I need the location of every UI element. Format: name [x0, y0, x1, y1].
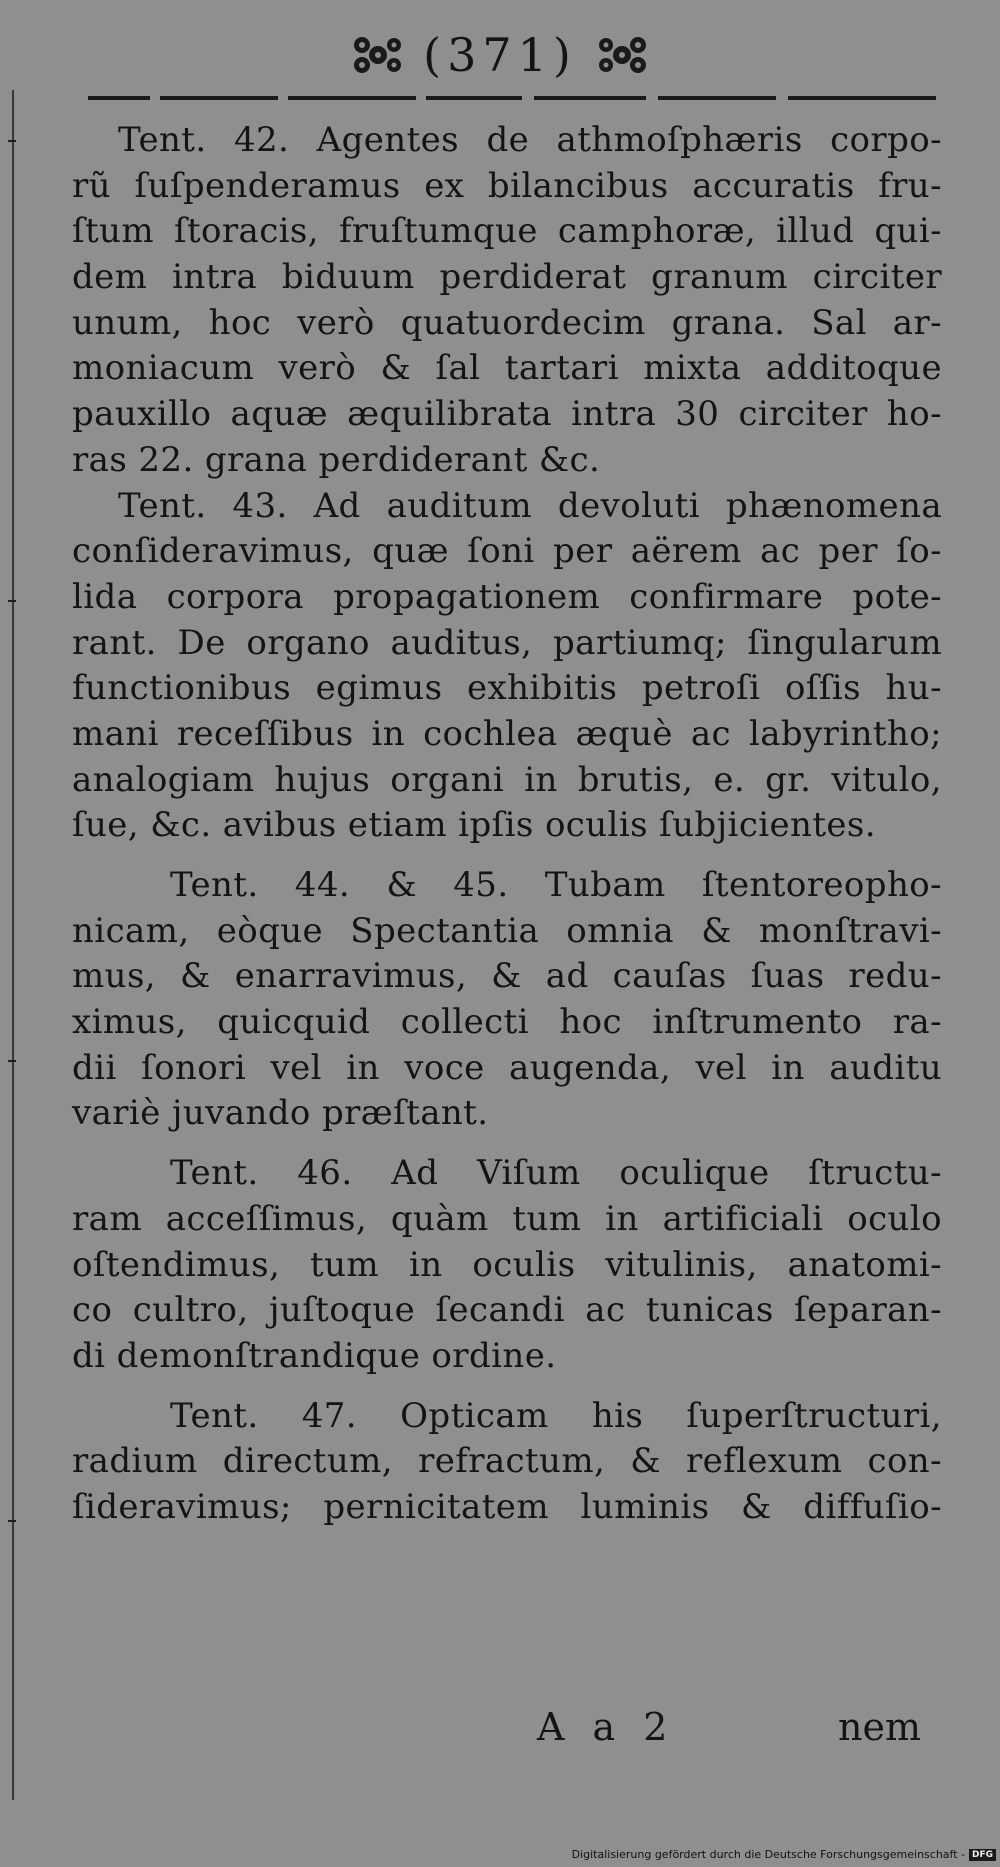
page-foot [0, 1705, 1000, 1755]
text-line: lida corpora propagationem confirmare pote- [72, 576, 942, 617]
margin-tick [8, 1520, 16, 1522]
text-line: Tent. 46. Ad Viſum oculique ſtructu- [170, 1153, 942, 1194]
text-line: unum, hoc verò quatuordecim grana. Sal ar- [72, 302, 942, 343]
page-margin-rule [12, 90, 14, 1800]
text-line: Tent. 47. Opticam his ſuperſtructuri, [170, 1395, 942, 1436]
dfg-logo: DFG [969, 1849, 996, 1861]
catchword: nem [838, 1705, 921, 1749]
page-number: (371) [423, 28, 577, 82]
text-line: ram acceſſimus, quàm tum in artificiali oculo [72, 1198, 942, 1239]
text-line: analogiam hujus organi in brutis, e. gr. vitulo, [72, 759, 942, 800]
text-line: ras 22. grana perdiderant &c. [72, 439, 601, 480]
text-line: Tent. 42. Agentes de athmoſphæris corpo- [118, 120, 942, 160]
margin-tick [8, 140, 16, 142]
text-line: rũ ſuſpenderamus ex bilancibus accuratis fru- [72, 165, 942, 206]
text-line: mani receſſibus in cochlea æquè ac labyrintho; [72, 713, 942, 754]
left-ornament-icon [348, 33, 406, 77]
page-header [0, 28, 1000, 86]
text-line: radium directum, refractum, & reflexum con- [72, 1441, 942, 1482]
digitization-credit [572, 1848, 996, 1861]
text-line: ſtum ſtoracis, fruſtumque camphoræ, illud qui- [72, 211, 942, 252]
text-line: pauxillo aquæ æquilibrata intra 30 circiter ho- [72, 394, 942, 435]
text-line: co cultro, juſtoque ſecandi ac tunicas ſeparan- [72, 1290, 942, 1331]
text-line: conſideravimus, quæ ſoni per aërem ac per ſo- [72, 531, 942, 572]
text-line: dem intra biduum perdiderat granum circiter [72, 257, 942, 298]
text-line: functionibus egimus exhibitis petroſi oſſis hu- [72, 668, 942, 709]
text-line: oſtendimus, tum in oculis vitulinis, anatomi- [72, 1244, 942, 1285]
credit-text: Digitalisierung gefördert durch die Deutsche Forschungsgemeinschaft - [571, 1848, 965, 1861]
text-line: mus, & enarravimus, & ad cauſas ſuas redu- [72, 956, 942, 997]
text-line: ximus, quicquid collecti hoc inſtrumento ra- [72, 1002, 942, 1043]
text-line: di demonſtrandique ordine. [72, 1335, 557, 1376]
signature-mark: A a 2 [537, 1705, 676, 1749]
text-line: Tent. 44. & 45. Tubam ſtentoreopho- [170, 865, 942, 905]
text-line: nicam, eòque Spectantia omnia & monſtravi- [72, 910, 942, 951]
text-line: ſue, &c. avibus etiam ipſis oculis ſubjicientes. [72, 805, 876, 846]
text-line: moniacum verò & ſal tartari mixta additoque [72, 348, 942, 389]
text-line: ſideravimus; pernicitatem luminis & diffuſio- [72, 1486, 942, 1527]
text-line: dii ſonori vel in voce augenda, vel in auditu [72, 1047, 942, 1088]
text-line: rant. De organo auditus, partiumq; ſingularum [72, 622, 942, 663]
body-text [72, 118, 942, 1531]
text-line: Tent. 43. Ad auditum devoluti phænomena [118, 485, 942, 526]
right-ornament-icon [594, 33, 652, 77]
margin-tick [8, 600, 16, 602]
margin-tick [8, 1060, 16, 1062]
text-line: variè juvando præſtant. [72, 1093, 489, 1134]
